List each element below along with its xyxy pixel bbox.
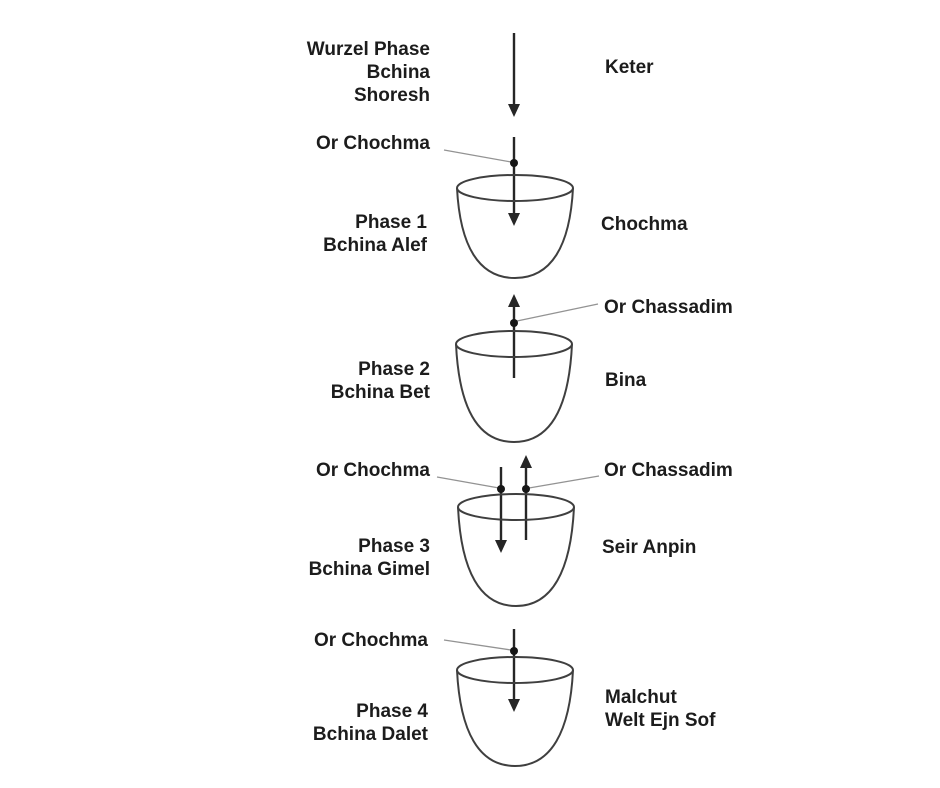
phase-label-3-line1: Phase 3 xyxy=(358,536,430,557)
phase-label-2-line2: Bchina Bet xyxy=(330,382,430,403)
sefira-label-malchut-line2: Welt Ejn Sof xyxy=(605,710,716,731)
phase-label-root-line3: Shoresh xyxy=(353,85,430,106)
light-label-or-chochma-4: Or Chochma xyxy=(313,630,428,651)
seir-anpin-down-arrow xyxy=(495,467,507,553)
phase-label-3-line2: Bchina Gimel xyxy=(308,559,430,580)
bina-up-arrow xyxy=(508,294,520,378)
phase-label-2-line1: Phase 2 xyxy=(358,359,430,380)
phase-label-1-line2: Bchina Alef xyxy=(323,235,427,256)
sefira-label-bina: Bina xyxy=(605,370,647,391)
phase-label-2 xyxy=(331,358,430,404)
light-label-or-chochma-1: Or Chochma xyxy=(315,133,430,154)
phase-label-1 xyxy=(323,211,427,257)
sefira-label-chochma: Chochma xyxy=(601,214,688,235)
sefira-label-malchut-line1: Malchut xyxy=(605,687,677,708)
phase-label-root-line1: Wurzel Phase xyxy=(306,39,430,60)
or-chassadim-pointer-3 xyxy=(529,476,599,488)
vessel-seir-anpin xyxy=(458,494,574,606)
or-chochma-pointer-3 xyxy=(437,477,499,488)
light-label-or-chochma-3: Or Chochma xyxy=(315,460,430,481)
or-chochma-pointer-1 xyxy=(444,150,511,162)
light-label-or-chassadim-3: Or Chassadim xyxy=(604,460,733,481)
phase-label-3 xyxy=(309,535,430,581)
phase-label-4-line2: Bchina Dalet xyxy=(312,724,428,745)
phase-label-root-line2: Bchina xyxy=(366,62,430,83)
seir-anpin-up-arrow xyxy=(520,455,532,540)
or-chochma-pointer-4 xyxy=(444,640,511,650)
light-label-or-chassadim-2: Or Chassadim xyxy=(604,297,733,318)
malchut-down-arrow xyxy=(508,629,520,712)
sefira-label-malchut xyxy=(605,686,715,732)
phase-label-1-line1: Phase 1 xyxy=(355,212,427,233)
sefira-label-seir-anpin: Seir Anpin xyxy=(602,537,697,558)
or-chassadim-pointer-2 xyxy=(517,304,598,321)
chochma-down-arrow xyxy=(508,137,520,226)
sefira-label-keter: Keter xyxy=(605,57,654,78)
phase-label-4-line1: Phase 4 xyxy=(356,701,428,722)
phase-label-4 xyxy=(313,700,428,746)
phase-label-root xyxy=(307,38,430,107)
keter-light-arrow xyxy=(508,33,520,117)
